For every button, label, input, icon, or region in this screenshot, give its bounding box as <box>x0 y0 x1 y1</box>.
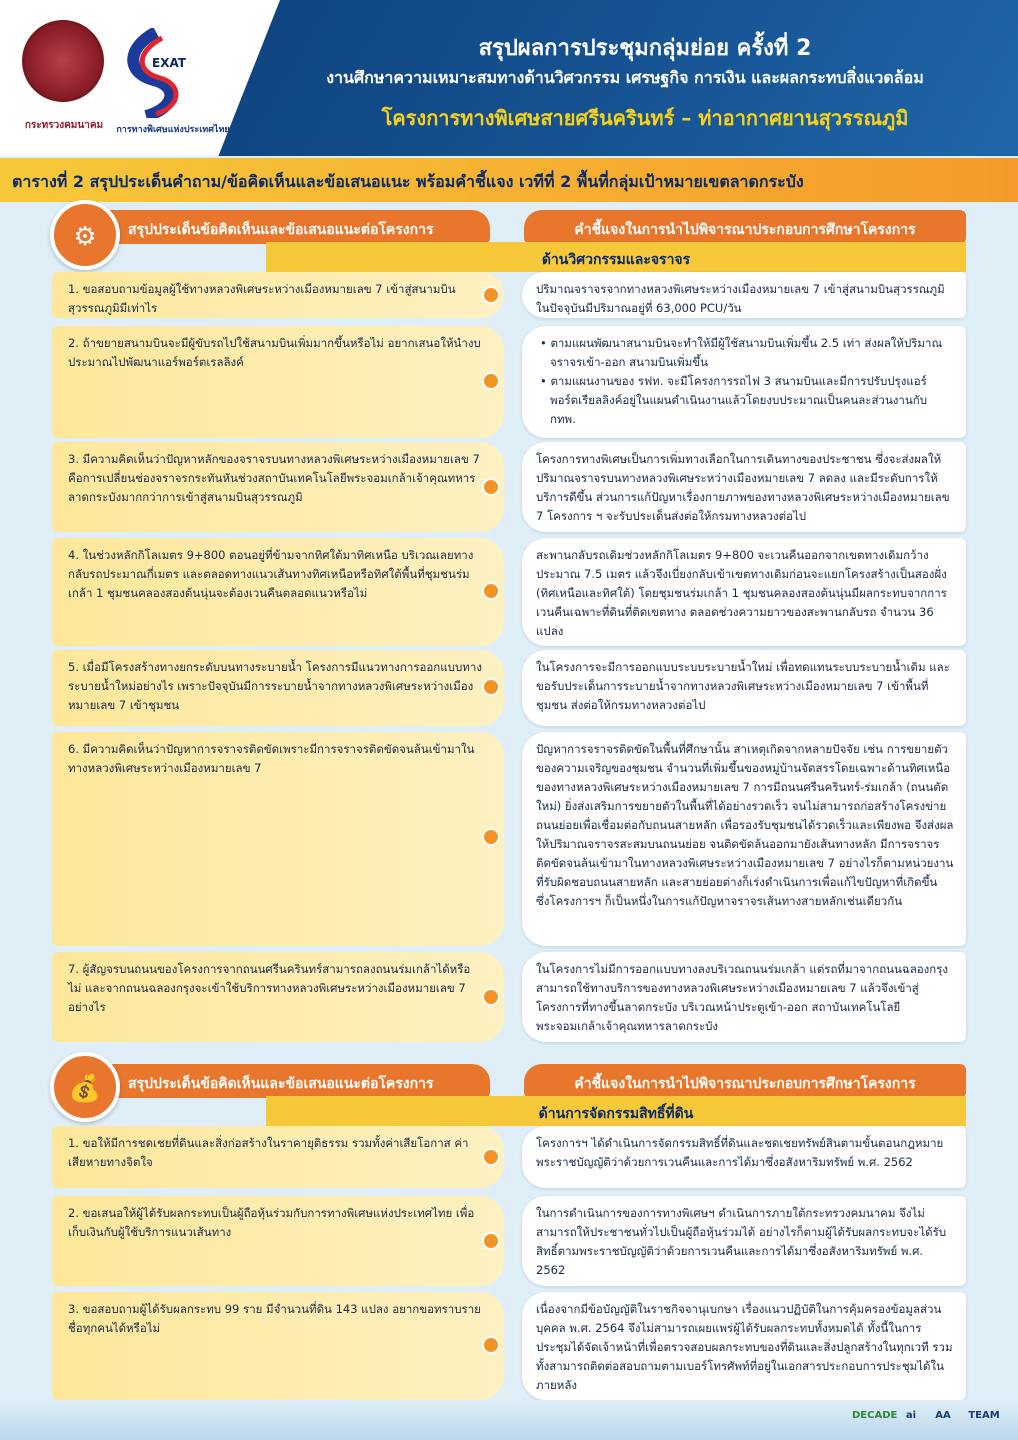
row-dot-icon <box>482 678 500 696</box>
table-row <box>52 952 966 1042</box>
question-cell: 1. ขอให้มีการชดเชยที่ดินและสิ่งก่อสร้างในราคายุติธรรม รวมทั้งค่าเสียโอกาส ค่าเสียหายทางจิตใจ <box>52 1126 504 1188</box>
answer-cell: ปัญหาการจราจรติดขัดในพื้นที่ศึกษานั้น สาเหตุเกิดจากหลายปัจจัย เช่น การขยายตัวของความเจริญของชุมชน จำนวนที่เพิ่มขึ้นของหมู่บ้านจัดสรรโดยเฉพาะด้านทิศเหนือของทางหลวงพิเศษระหว่างเมืองหมายเลข 7 การมีถนนศรีนครินทร์-ร่มเกล้า (ถนนตัดใหม่) ยิ่งส่งเสริมการขยายตัวในพื้นที่ได้อย่างรวดเร็ว จนไม่สามารถก่อสร้างโครงข่ายถนนย่อยเพื่อเชื่อมต่อกับถนนสายหลัก เพื่อรองรับชุมชนได้รวดเร็วและเพียงพอ จึงส่งผลให้ปริมาณจราจรสะสมบนถนนย่อย จนติดขัดล้นออกมายังเส้นทางหลัก มีการจราจรติดขัดจนล้นเข้ามาในทางหลวงพิเศษระหว่างเมืองหมายเลข 7 อย่างไรก็ตามหน่วยงานที่รับผิดชอบถนนสายหลัก และสายย่อยต่างก็เร่งดำเนินการเพื่อแก้ไขปัญหาที่เกิดขึ้น ซึ่งโครงการฯ ก็เป็นหนึ่งในการแก้ปัญหาจราจรเส้นทางสายหลักเช่นเดียวกัน <box>522 732 966 946</box>
ai-logo: ai <box>905 1410 917 1421</box>
answer-cell: โครงการฯ ได้ดำเนินการจัดกรรมสิทธิ์ที่ดินและชดเชยทรัพย์สินตามขั้นตอนกฎหมาย พระราชบัญญัติว่าด้วยการเวนคืนและการได้มาซึ่งอสังหาริมทรัพย์ พ.ศ. 2562 <box>522 1126 966 1188</box>
question-cell: 7. ผู้สัญจรบนถนนของโครงการจากถนนศรีนครินทร์สามารถลงถนนร่มเกล้าได้หรือไม่ และจากถนนฉลองกรุงจะเข้าใช้บริการทางหลวงพิเศษระหว่างเมืองหมายเลข 7 อย่างไร <box>52 952 504 1042</box>
answer-cell: ในการดำเนินการของการทางพิเศษฯ ดำเนินการภายใต้กระทรวงคมนาคม จึงไม่สามารถให้ประชาชนทั่วไปเป็นผู้ถือหุ้นร่วมได้ อย่างไรก็ตามผู้ได้รับผลกระทบจะได้รับสิทธิ์ตามพระราชบัญญัติว่าด้วยการเวนคืนและการได้มาซึ่งอสังหาริมทรัพย์ พ.ศ. 2562 <box>522 1196 966 1286</box>
team-logo: TEAM <box>968 1410 1000 1421</box>
answer-cell <box>522 326 966 438</box>
aa-logo: AA <box>935 1410 951 1421</box>
answer-cell: โครงการทางพิเศษเป็นการเพิ่มทางเลือกในการเดินทางของประชาชน ซึ่งจะส่งผลให้ปริมาณจราจรบนทางหลวงพิเศษระหว่างเมืองหมายเลข 7 ลดลง และมีระดับการให้บริการดีขึ้น ส่วนการแก้ปัญหาเรื่องกายภาพของทางหลวงพิเศษระหว่างเมืองหมายเลข 7 โครงการ ฯ จะรับประเด็นส่งต่อให้กรมทางหลวงต่อไป <box>522 442 966 532</box>
row-dot-icon <box>482 478 500 496</box>
section1-head-right: คำชี้แจงในการนำไปพิจารณาประกอบการศึกษาโครงการ <box>524 210 966 244</box>
question-cell: 2. ขอเสนอให้ผู้ได้รับผลกระทบเป็นผู้ถือหุ้นร่วมกับการทางพิเศษแห่งประเทศไทย เพื่อเก็บเงินกับผู้ใช้บริการแนวเส้นทาง <box>52 1196 504 1286</box>
section2-subheading: ด้านการจัดกรรมสิทธิ์ที่ดิน <box>266 1096 966 1126</box>
table-title: ตารางที่ 2 สรุปประเด็นคำถาม/ข้อคิดเห็นและข้อเสนอแนะ พร้อมคำชี้แจง เวทีที่ 2 พื้นที่กลุ่มเป้าหมายเขตลาดกระบัง <box>0 158 1018 202</box>
table-row <box>52 326 966 438</box>
answer-cell: ในโครงการไม่มีการออกแบบทางลงบริเวณถนนร่มเกล้า แต่รถที่มาจากถนนฉลองกรุง สามารถใช้ทางบริการของทางหลวงพิเศษระหว่างเมืองหมายเลข 7 แล้วจึงเข้าสู่โครงการที่ทางขึ้นลาดกระบัง บริเวณหน้าประตูเข้า-ออก สถาบันเทคโนโลยีพระจอมเกล้าเจ้าคุณทหารลาดกระบัง <box>522 952 966 1042</box>
answer-cell: ปริมาณจราจรจากทางหลวงพิเศษระหว่างเมืองหมายเลข 7 เข้าสู่สนามบินสุวรรณภูมิ ในปัจจุบันมีปริมาณอยู่ที่ 63,000 PCU/วัน <box>522 272 966 318</box>
table-row <box>52 1292 966 1400</box>
question-cell: 2. ถ้าขยายสนามบินจะมีผู้ขับรถไปใช้สนามบินเพิ่มมากขึ้นหรือไม่ อยากเสนอให้นำงบประมาณไปพัฒนาแอร์พอร์ตเรลลิงค์ <box>52 326 504 438</box>
table-row <box>52 442 966 532</box>
exat-logo <box>116 28 196 118</box>
answer-bullet: • ตามแผนพัฒนาสนามบินจะทำให้มีผู้ใช้สนามบินเพิ่มขึ้น 2.5 เท่า ส่งผลให้ปริมาณจราจรเข้า-ออก สนามบินเพิ่มขึ้น <box>540 336 943 369</box>
answer-cell: ในโครงการจะมีการออกแบบระบบระบายน้ำใหม่ เพื่อทดแทนระบบระบายน้ำเดิม และขอรับประเด็นการระบายน้ำจากทางหลวงพิเศษระหว่างเมืองหมายเลข 7 เข้าพื้นที่ชุมชน ส่งต่อให้กรมทางหลวงต่อไป <box>522 650 966 726</box>
table-row <box>52 732 966 946</box>
row-dot-icon <box>482 286 500 304</box>
gear-wrench-icon: ⚙ <box>50 200 120 270</box>
page-subtitle: งานศึกษาความเหมาะสมทางด้านวิศวกรรม เศรษฐกิจ การเงิน และผลกระทบสิ่งแวดล้อม <box>326 68 924 87</box>
section1-subheading: ด้านวิศวกรรมและจราจร <box>266 242 966 272</box>
row-dot-icon <box>482 372 500 390</box>
table-row <box>52 1126 966 1188</box>
project-title: โครงการทางพิเศษสายศรีนครินทร์ – ท่าอากาศยานสุวรรณภูมิ <box>381 106 909 130</box>
ministry-logo-label: กระทรวงคมนาคม <box>24 120 104 131</box>
row-dot-icon <box>482 1336 500 1354</box>
row-dot-icon <box>482 582 500 600</box>
page-title: สรุปผลการประชุมกลุ่มย่อย ครั้งที่ 2 <box>478 36 812 61</box>
question-cell: 5. เมื่อมีโครงสร้างทางยกระดับบนทางระบายน้ำ โครงการมีแนวทางการออกแบบทางระบายน้ำใหม่อย่างไร เพราะปัจจุบันมีการระบายน้ำจากทางหลวงพิเศษระหว่างเมืองหมายเลข 7 เข้าชุมชน <box>52 650 504 726</box>
exat-logo-label: การทางพิเศษแห่งประเทศไทย <box>116 125 230 135</box>
table-row <box>52 1196 966 1286</box>
answer-bullet: • ตามแผนงานของ รฟท. จะมีโครงการรถไฟ 3 สนามบินและมีการปรับปรุงแอร์พอร์ตเรียลลิงค์อยู่ในแผนดำเนินงานแล้วโดยงบประมาณเป็นคนละส่วนงานกับ กทพ. <box>540 374 928 426</box>
section1-head-left: สรุปประเด็นข้อคิดเห็นและข้อเสนอแนะต่อโครงการ <box>88 210 490 244</box>
question-cell: 4. ในช่วงหลักกิโลเมตร 9+800 ตอนอยู่ที่ข้ามจากทิศใต้มาทิศเหนือ บริเวณเลยทางกลับรถประมาณกี่เมตร และตลอดทางแนวเส้นทางทิศเหนือหรือทิศใต้พื้นที่ชุมชนร่มเกล้า 1 ชุมชนคลองสองต้นนุ่นจะต้องเวนคืนตลอดแนวหรือไม่ <box>52 538 504 646</box>
row-dot-icon <box>482 1232 500 1250</box>
question-cell: 1. ขอสอบถามข้อมูลผู้ใช้ทางหลวงพิเศษระหว่างเมืองหมายเลข 7 เข้าสู่สนามบินสุวรรณภูมิมีเท่าไร <box>52 272 504 318</box>
table-row <box>52 538 966 646</box>
question-cell: 3. มีความคิดเห็นว่าปัญหาหลักของจราจรบนทางหลวงพิเศษระหว่างเมืองหมายเลข 7 คือการเปลี่ยนช่องจราจรกระทันหันช่วงสถาบันเทคโนโลยีพระจอมเกล้าเจ้าคุณทหารลาดกระบังมากกว่าการเข้าสู่สนามบินสุวรรณภูมิ <box>52 442 504 532</box>
row-dot-icon <box>482 828 500 846</box>
ministry-seal-logo <box>22 20 104 102</box>
exat-brand-text: EXAT <box>152 56 186 70</box>
row-dot-icon <box>482 988 500 1006</box>
row-dot-icon <box>482 1148 500 1166</box>
section2-head-right: คำชี้แจงในการนำไปพิจารณาประกอบการศึกษาโครงการ <box>524 1064 966 1098</box>
table-row <box>52 650 966 726</box>
answer-cell: สะพานกลับรถเดิมช่วงหลักกิโลเมตร 9+800 จะเวนคืนออกจากเขตทางเดิมกว้างประมาณ 7.5 เมตร แล้วจึงเบี่ยงกลับเข้าเขตทางเดิมก่อนจะแยกโครงสร้างเป็นสองฝั่ง (ทิศเหนือและทิศใต้) โดยชุมชนร่มเกล้า 1 ชุมชนคลองสองต้นนุ่นมีผลกระทบจากการเวนคืนเฉพาะที่ดินที่ติดเขตทาง ตลอดช่วงความยาวของสะพานกลับรถ จำนวน 36 แปลง <box>522 538 966 646</box>
answer-cell: เนื่องจากมีข้อบัญญัติในราชกิจจานุเบกษา เรื่องแนวปฏิบัติในการคุ้มครองข้อมูลส่วนบุคคล พ.ศ. 2564 จึงไม่สามารถเผยแพร่ผู้ได้รับผลกระทบทั้งหมดได้ ทั้งนี้ในการประชุมได้จัดเจ้าหน้าที่เพื่อตรวจสอบผลกระทบของที่ดินและสิ่งปลูกสร้างในทุกเวที รวมทั้งสามารถติดต่อสอบถามตามเบอร์โทรศัพท์ที่อยู่ในเอกสารประกอบการประชุมได้ในภายหลัง <box>522 1292 966 1400</box>
table-row <box>52 272 966 318</box>
money-hand-icon: 💰 <box>50 1052 120 1122</box>
question-cell: 3. ขอสอบถามผู้ได้รับผลกระทบ 99 ราย มีจำนวนที่ดิน 143 แปลง อยากขอทราบรายชื่อทุกคนได้หรือไม่ <box>52 1292 504 1400</box>
decade-logo: DECADE <box>852 1410 898 1421</box>
question-cell: 6. มีความคิดเห็นว่าปัญหาการจราจรติดขัดเพราะมีการจราจรติดขัดจนล้นเข้ามาในทางหลวงพิเศษระหว่างเมืองหมายเลข 7 <box>52 732 504 946</box>
section2-head-left: สรุปประเด็นข้อคิดเห็นและข้อเสนอแนะต่อโครงการ <box>88 1064 490 1098</box>
